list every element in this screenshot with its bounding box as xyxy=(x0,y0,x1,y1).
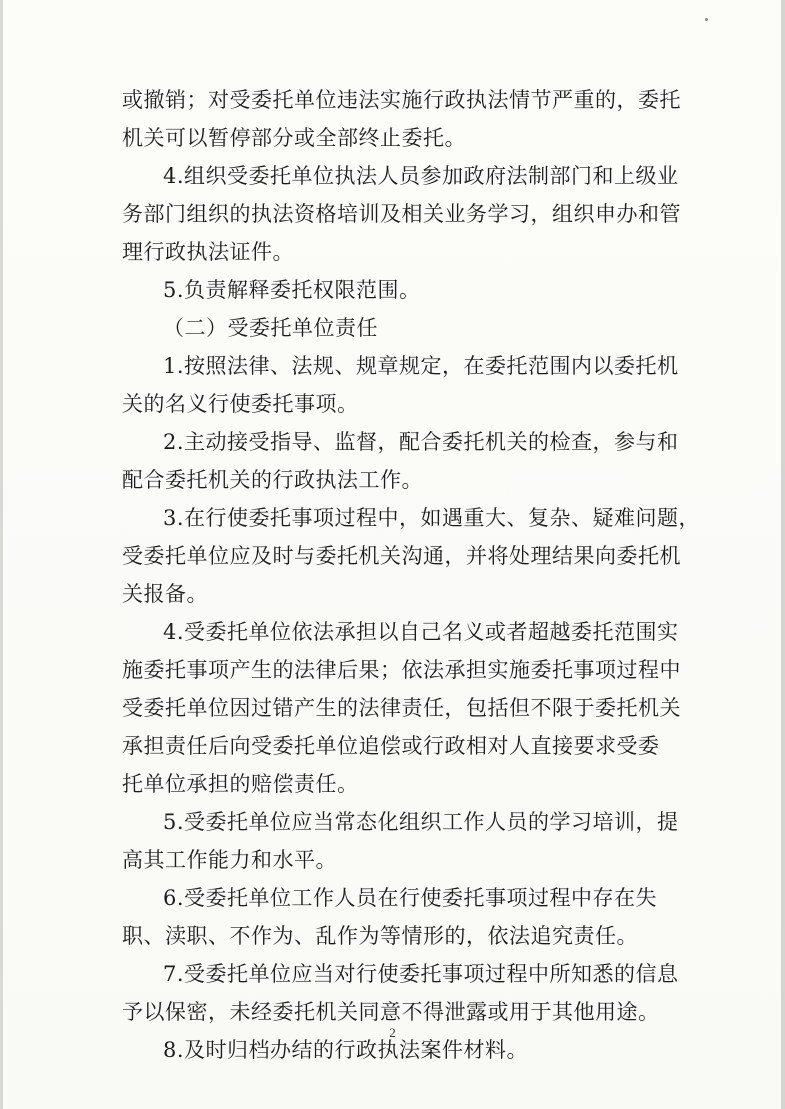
text-line: 施委托事项产生的法律后果；依法承担实施委托事项过程中 xyxy=(122,658,681,682)
text-line: 8.及时归档办结的行政执法案件材料。 xyxy=(163,1038,529,1062)
text-line: 托单位承担的赔偿责任。 xyxy=(122,772,359,796)
text-line: 关的名义行使委托事项。 xyxy=(122,392,359,416)
text-line: 关报备。 xyxy=(122,582,208,606)
text-line: 机关可以暂停部分或全部终止委托。 xyxy=(122,126,466,150)
section-heading: （二）受委托单位责任 xyxy=(163,316,378,340)
page-number: 2 xyxy=(389,1025,396,1040)
text-line: 受委托单位因过错产生的法律责任，包括但不限于委托机关 xyxy=(122,696,681,720)
text-line: 职、渎职、不作为、乱作为等情形的，依法追究责任。 xyxy=(122,924,638,948)
scan-speck xyxy=(705,18,708,21)
text-line: 予以保密，未经委托机关同意不得泄露或用于其他用途。 xyxy=(122,1000,660,1024)
text-line: 6.受委托单位工作人员在行使委托事项过程中存在失 xyxy=(163,886,658,910)
text-line: 高其工作能力和水平。 xyxy=(122,848,337,872)
text-line: 理行政执法证件。 xyxy=(122,240,294,264)
text-line: 7.受委托单位应当对行使委托事项过程中所知悉的信息 xyxy=(163,962,679,986)
text-line: 承担责任后向受委托单位追偿或行政相对人直接要求受委 xyxy=(122,734,660,758)
text-line: 4.受委托单位依法承担以自己名义或者超越委托范围实 xyxy=(163,620,679,644)
text-line: 4.组织受委托单位执法人员参加政府法制部门和上级业 xyxy=(163,164,679,188)
text-line: 5.受委托单位应当常态化组织工作人员的学习培训，提 xyxy=(163,810,679,834)
scan-edge-right xyxy=(781,0,785,1109)
text-line: 受委托单位应及时与委托机关沟通，并将处理结果向委托机 xyxy=(122,544,681,568)
text-line: 或撤销；对受委托单位违法实施行政执法情节严重的，委托 xyxy=(122,88,681,112)
scan-edge-left xyxy=(0,0,3,1109)
text-line: 配合委托机关的行政执法工作。 xyxy=(122,468,423,492)
text-line: 5.负责解释委托权限范围。 xyxy=(163,278,421,302)
text-line: 务部门组织的执法资格培训及相关业务学习，组织申办和管 xyxy=(122,202,681,226)
text-line: 2.主动接受指导、监督，配合委托机关的检查，参与和 xyxy=(163,430,679,454)
text-line: 1.按照法律、法规、规章规定，在委托范围内以委托机 xyxy=(163,354,679,378)
text-line: 3.在行使委托事项过程中，如遇重大、复杂、疑难问题， xyxy=(163,506,701,530)
